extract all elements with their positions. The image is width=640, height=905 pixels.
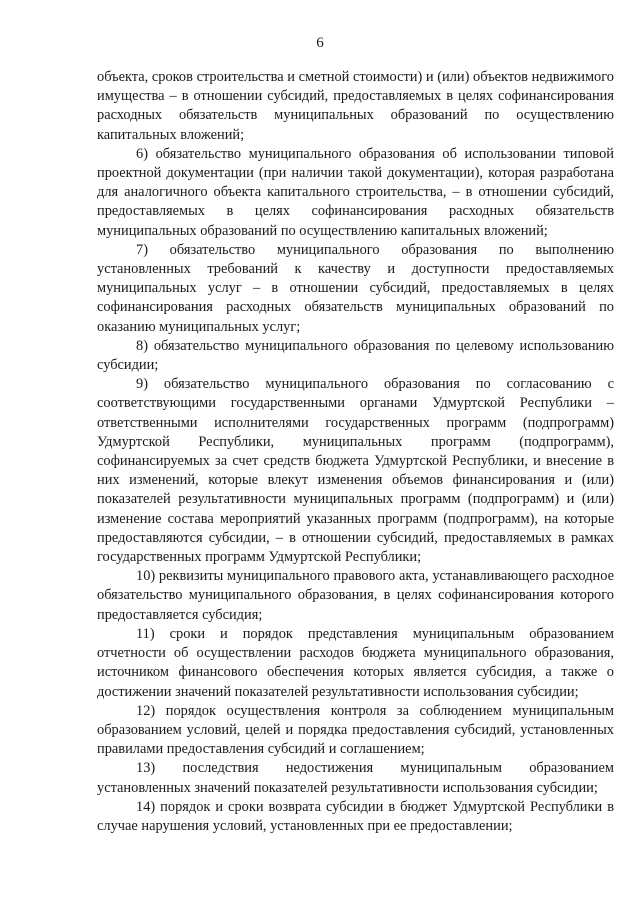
paragraph-item-6: 6) обязательство муниципального образования об использовании типовой проектной документации (при наличии такой документации), которая разработана для аналогичного объекта капитального строительства, – в отношении субсидий, предоставляемых в целях софинансирования расходных обязательств муниципальных образований по осуществлению капитальных вложений; [97, 145, 614, 239]
paragraph-continuation: объекта, сроков строительства и сметной стоимости) и (или) объектов недвижимого имущества – в отношении субсидий, предоставляемых в целях софинансирования расходных обязательств муниципальных образований по осуществлению капитальных вложений; [97, 69, 614, 143]
paragraph-item-12: 12) порядок осуществления контроля за соблюдением муниципальным образованием условий, целей и порядка предоставления субсидий, установленных правилами предоставления субсидий и соглашением; [97, 702, 614, 758]
page-number: 6 [316, 35, 324, 51]
paragraph-item-10: 10) реквизиты муниципального правового акта, устанавливающего расходное обязательство муниципального образования, в целях софинансирования которого предоставляется субсидия; [97, 568, 614, 623]
paragraph-item-8: 8) обязательство муниципального образования по целевому использованию субсидии; [97, 337, 614, 374]
paragraph-item-11: 11) сроки и порядок представления муниципальным образованием отчетности об осуществлении расходов бюджета муниципального образования, источником финансового обеспечения которых является субсидия, а также о достижении значений показателей результативности использования субсидии; [97, 625, 614, 700]
paragraph-item-9: 9) обязательство муниципального образования по согласованию с соответствующими государственными органами Удмуртской Республики – ответственными исполнителями государственных программ (подпрограмм) Удмуртской Республики, муниципальных программ (подпрограмм), софинансируемых за счет средств бюджета Удмуртской Республики, и внесение в них изменений, которые влекут изменения объемов финансирования и (или) показателей результативности муниципальных программ (подпрограмм) и (или) изменение состава мероприятий указанных программ (подпрограмм), на которые предоставляются субсидии, – в отношении субсидий, предоставляемых в рамках государственных программ Удмуртской Республики; [97, 376, 614, 566]
paragraph-item-14: 14) порядок и сроки возврата субсидии в бюджет Удмуртской Республики в случае нарушения условий, установленных при ее предоставлении; [97, 798, 614, 834]
paragraph-item-13: 13) последствия недостижения муниципальным образованием установленных значений показателей результативности использования субсидии; [97, 760, 614, 796]
paragraph-item-7: 7) обязательство муниципального образования по выполнению установленных требований к качеству и доступности предоставляемых муниципальных услуг – в отношении субсидий, предоставляемых в целях софинансирования расходных обязательств муниципальных образований по оказанию муниципальных услуг; [97, 241, 614, 335]
document-body [97, 68, 614, 836]
